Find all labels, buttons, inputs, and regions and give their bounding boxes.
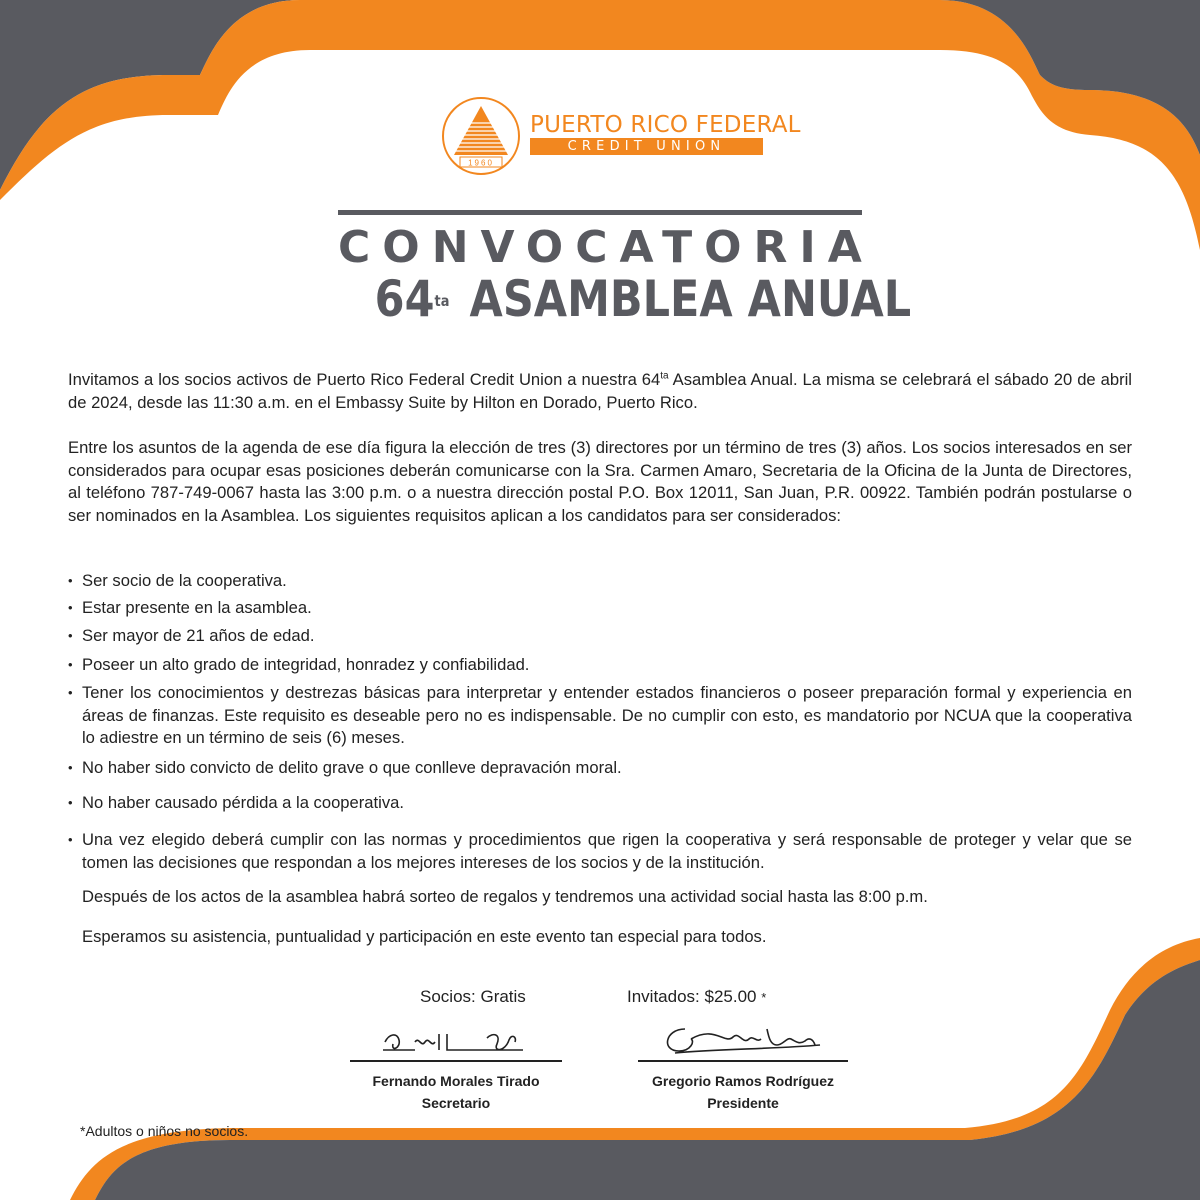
requirement-item: • Ser socio de la cooperativa. (68, 570, 1132, 593)
guests-fee-mark: * (761, 990, 767, 1005)
president-signature (655, 1015, 830, 1060)
signature-line (638, 1060, 848, 1062)
secretary-signature (375, 1020, 535, 1060)
closing-text: Esperamos su asistencia, puntualidad y participación en este evento tan especial para todos. (82, 927, 767, 946)
intro-text-1: Invitamos a los socios activos de Puerto Rico Federal Credit Union a nuestra 64 (68, 370, 661, 389)
pyramid-logo-icon (440, 95, 522, 177)
agenda-paragraph: Entre los asuntos de la agenda de ese día figura la elección de tres (3) directores por un término de tres (3) años. Los socios interesados en ser considerados para ocupar esas posiciones deberán comunicarse con la Sra. Carmen Amaro, Secretaria de la Oficina de la Junta de Directores, al teléfono 787-749-0067 hasta las 3:00 p.m. o a nuestra dirección postal P.O. Box 12011, San Juan, P.R. 00922. También podrán postularse o ser nominados en la Asamblea. Los siguientes requisitos aplican a los candidatos para ser considerados: (68, 438, 1132, 525)
logo-year: 1960 (468, 158, 494, 168)
guests-fee-value: Invitados: $25.00 (627, 987, 757, 1006)
footnote: *Adultos o niños no socios. (80, 1123, 249, 1139)
president-name: Gregorio Ramos Rodríguez (651, 1073, 835, 1089)
requirement-item: • No haber sido convicto de delito grave o que conlleve depravación moral. (68, 757, 1132, 780)
page-title: CONVOCATORIA (338, 222, 874, 273)
guests-fee (627, 987, 766, 1007)
requirement-item: • Tener los conocimientos y destrezas básicas para interpretar y entender estados financieros o poseer preparación formal y experiencia en áreas de finanzas. Este requisito es deseable pero no es indispensable. De no cumplir con esto, es mandatorio por NCUA que la cooperativa lo adiestre en un término de seis (6) meses. (68, 682, 1132, 750)
secretary-name: Fernando Morales Tirado (372, 1073, 540, 1089)
logo-name: PUERTO RICO FEDERAL (530, 112, 801, 138)
title-divider (338, 210, 862, 215)
assembly-title: ASAMBLEA ANUAL (469, 270, 912, 328)
assembly-ordinal: ta (434, 292, 450, 310)
requirement-item: • Ser mayor de 21 años de edad. (68, 625, 1132, 648)
intro-text-2: Asamblea Anual. La misma se celebrará el sábado 20 de abril de 2024, desde las 11:30 a.m. en el Embassy Suite by Hilton en Dorado, Puerto Rico. (68, 370, 1132, 412)
signature-line (350, 1060, 562, 1062)
president-title: Presidente (707, 1095, 779, 1111)
after-event-text: Después de los actos de la asamblea habrá sorteo de regalos y tendremos una actividad social hasta las 8:00 p.m. (82, 887, 928, 906)
requirement-item: • No haber causado pérdida a la cooperativa. (68, 792, 1132, 815)
assembly-number: 64 (374, 270, 435, 328)
requirement-item: • Estar presente en la asamblea. (68, 597, 1132, 620)
requirement-item: • Poseer un alto grado de integridad, honradez y confiabilidad. (68, 654, 1132, 677)
members-fee: Socios: Gratis (420, 987, 526, 1006)
requirement-item: • Una vez elegido deberá cumplir con las normas y procedimientos que rigen la cooperativa y será responsable de proteger y velar que se tomen las decisiones que respondan a los mejores intereses de los socios y de la institución. (68, 829, 1132, 874)
secretary-title: Secretario (421, 1095, 491, 1111)
page-subtitle (374, 270, 912, 328)
logo-subtitle: CREDIT UNION (530, 138, 763, 155)
intro-paragraph (68, 369, 1132, 414)
intro-sup: ta (660, 370, 669, 382)
